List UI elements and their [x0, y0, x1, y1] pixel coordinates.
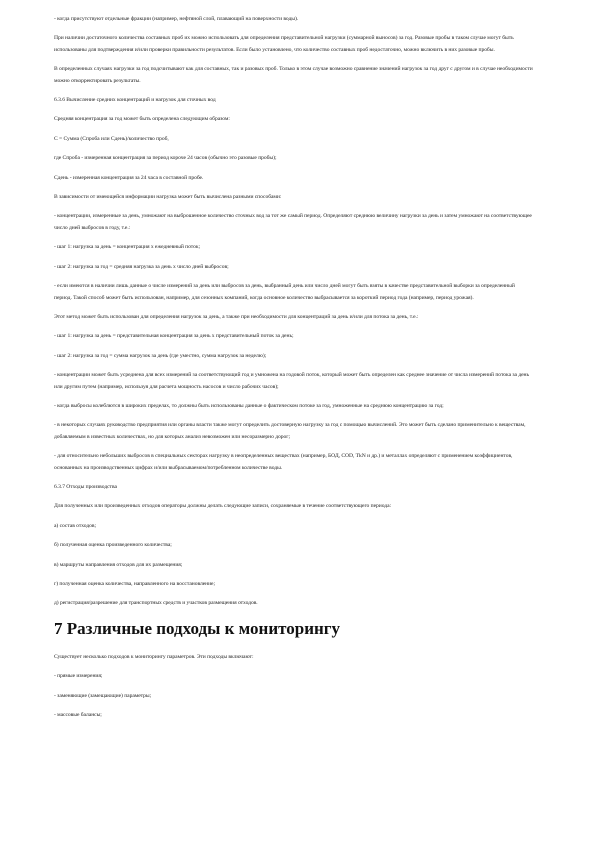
paragraph: - когда присутствуют отдельные фракции (например, нефтяной слой, плавающий на поверхности воды).	[54, 16, 299, 22]
list-item: - шаг 1: нагрузка за день = представительная концентрация за день x представительный поток за день;	[54, 333, 294, 340]
subsection-title: 6.3.7 Отходы производства	[54, 483, 117, 490]
list-item: - прямые измерения;	[54, 673, 103, 680]
paragraph: Средняя концентрация за год может быть определена следующим образом:	[54, 116, 230, 123]
list-item: - массовые балансы;	[54, 712, 102, 719]
list-item: - в некоторых случаях руководство предприятия или органы власти также могут определить достоверную нагрузку за год с помощью вычислений. Это может быть сделано применительно к веществам, добавляемым в известных количествах, но для которых анализ невозможен или несоразмерно дорог;	[54, 422, 526, 440]
list-item: - для относительно небольших выбросов в специальных секторах нагрузку в неопределенных веществах (например, БОД, COD, TkN и др.) и металлах определяют с применением коэффициентов, основанных на производственных цифрах и/или выбрасываемом/потребленном количестве воды.	[54, 453, 513, 471]
list-item: - шаг 2: нагрузка за год = средняя нагрузка за день x число дней выбросов;	[54, 263, 229, 270]
subsection-title: 6.3.6 Вычисление средних концентраций и нагрузок для сточных вод	[54, 97, 216, 104]
paragraph: В зависимости от имеющейся информации нагрузка может быть вычислена разными способами:	[54, 194, 282, 201]
formula-line: С = Сумма (Спроба или Сдень)/количество проб,	[54, 135, 169, 142]
paragraph: Для полученных или произведенных отходов операторы должны делать следующие записи, сохраняемые в течение соответствующего периода:	[54, 503, 392, 510]
section-heading: 7 Различные подходы к мониторингу	[54, 618, 341, 638]
paragraph: Существует несколько подходов к мониторингу параметров. Эти подходы включают:	[54, 653, 254, 660]
paragraph: Сдень - измеренная концентрация за 24 часа в составной пробе.	[54, 174, 204, 181]
list-item: - концентрации, измеренные за день, умножают на выброшенное количество сточных вод за тот же самый период. Определяют среднюю величину нагрузки за день и затем умножают на соответствующее число дней выбросов в году, т.е.:	[54, 213, 532, 231]
paragraph: При наличии достаточного количества составных проб их можно использовать для определения представительной нагрузки (суммарной выносов) за год. Разовые пробы в таком случае могут быть использованы для подтверждения и/или проверки правильности результатов. Если было установлено, что количество составных проб недостаточно, можно включить в них разовые пробы.	[54, 35, 514, 53]
list-item: б) полученная оценка произведенного количества;	[54, 542, 172, 549]
body-before-heading	[54, 14, 533, 610]
list-item: д) регистрация/разрешение для транспортных средств и участков размещения отходов.	[54, 600, 258, 607]
paragraph: В определенных случаях нагрузки за год подсчитывают как для составных, так и разовых проб. Только в этом случае возможно сравнение значений нагрузок за год друг с другом и в случае необходимости можно откорректировать результаты.	[54, 66, 533, 84]
list-item: в) маршруты направления отходов для их размещения;	[54, 561, 183, 568]
list-item: - шаг 1: нагрузка за день = концентрация x ежедневный поток;	[54, 244, 201, 251]
paragraph: где Спроба - измеренная концентрация за период короче 24 часов (обычно это разовые пробы);	[54, 155, 277, 162]
list-item: - когда выбросы колеблются в широких пределах, то должны быть использованы данные о фактическом потоке за год, умноженные на среднюю концентрацию за год;	[54, 402, 444, 409]
list-item: - концентрации может быть усреднена для всех измерений за соответствующий год и умножена на годовой поток, который может быть определен как среднее значение от числа измерений потока за день или другим путем (например, используя для расчета мощность насосов и число рабочих часов);	[54, 372, 529, 390]
list-item: г) полученная оценка количества, направленного на восстановление;	[54, 581, 215, 587]
paragraph: Этот метод может быть использован для определения нагрузок за день, а также при необходимости для концентраций за день и/или для потока за день, т.е.:	[54, 313, 419, 320]
list-item: - шаг 2: нагрузка за год = сумма нагрузок за день (где уместно, сумма нагрузок за неделю);	[54, 352, 267, 359]
body-after-heading	[54, 652, 533, 722]
list-item: - если имеются в наличии лишь данные о числе измерений за день или выбросов за день, выбранный день или число дней могут быть взяты в качестве представительной выборки за определенный период. Такой способ может быть использован, например, для сезонных компаний, когда основное количество выбрасывается за короткий период года (например, период урожая).	[54, 283, 515, 301]
list-item: - заменяющие (замещающие) параметры;	[54, 692, 152, 699]
list-item: а) состав отходов;	[54, 522, 97, 529]
